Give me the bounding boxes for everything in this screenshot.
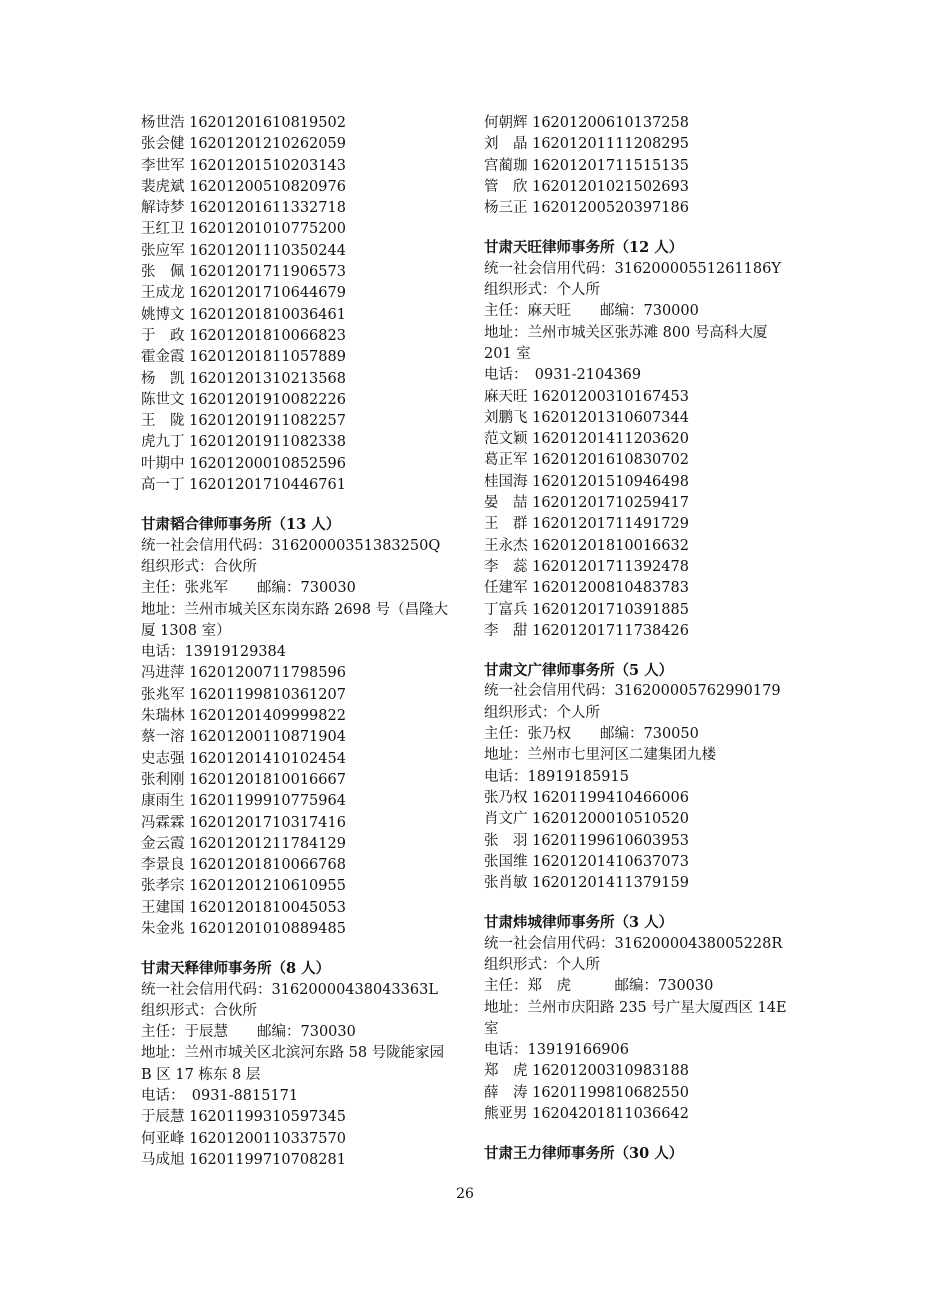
lawyer-entry: 杨 凯 16201201310213568 bbox=[141, 370, 346, 387]
lawyer-entry: 解诗梦 16201201611332718 bbox=[141, 200, 346, 217]
lawyer-entry: 冯进萍 16201200711798596 bbox=[141, 665, 346, 682]
lawyer-list bbox=[141, 1107, 456, 1171]
lawyer-entry: 薛 涛 16201199810682550 bbox=[484, 1084, 689, 1101]
lawyer-entry: 刘鹏飞 16201201310607344 bbox=[484, 409, 689, 426]
director-postcode: 主任：郑 虎 邮编：730030 bbox=[484, 978, 714, 995]
lawyer-entry: 杨世浩 16201201610819502 bbox=[141, 115, 346, 131]
lawyer-entry: 张会健 16201201210262059 bbox=[141, 136, 346, 153]
lawyer-entry: 熊亚男 16204201811036642 bbox=[484, 1106, 689, 1123]
lawyer-entry: 蔡一溶 16201200110871904 bbox=[141, 729, 346, 746]
address: 地址：兰州市七里河区二建集团九楼 bbox=[484, 747, 716, 764]
lawyer-entry: 康雨生 16201199910775964 bbox=[141, 793, 346, 810]
lawyer-entry: 王永杰 16201201810016632 bbox=[484, 537, 689, 554]
firm-title: 甘肃韬合律师事务所（13 人） bbox=[141, 516, 341, 534]
address: 地址：兰州市城关区东岗东路 2698 号（昌隆大厦 1308 室） bbox=[141, 601, 449, 639]
firm-title: 甘肃天释律师事务所（8 人） bbox=[141, 960, 331, 978]
firm-section-weicheng bbox=[484, 912, 794, 1125]
address: 地址：兰州市城关区张苏滩 800 号高科大厦 201 室 bbox=[484, 324, 768, 362]
lawyer-entry: 丁富兵 16201201710391885 bbox=[484, 601, 689, 618]
lawyer-entry: 王建国 16201201810045053 bbox=[141, 899, 346, 916]
lawyer-entry: 宫蔺珈 16201201711515135 bbox=[484, 157, 689, 174]
lawyer-entry: 陈世文 16201201910082226 bbox=[141, 391, 346, 408]
left-column bbox=[141, 113, 456, 1171]
firm-title: 甘肃文广律师事务所（5 人） bbox=[484, 662, 674, 680]
org-form: 组织形式：个人所 bbox=[484, 956, 600, 973]
lawyer-entry: 金云霞 16201201211784129 bbox=[141, 835, 346, 852]
lawyer-entry: 张乃权 16201199410466006 bbox=[484, 789, 689, 806]
continued-lawyer-list bbox=[141, 113, 456, 496]
credit-code: 统一社会信用代码：316200005762990179 bbox=[484, 683, 781, 700]
lawyer-entry: 范文颖 16201201411203620 bbox=[484, 431, 689, 448]
lawyer-list bbox=[141, 663, 456, 940]
address: 地址：兰州市庆阳路 235 号广星大厦西区 14E 室 bbox=[484, 999, 787, 1037]
lawyer-entry: 叶期中 16201200010852596 bbox=[141, 455, 346, 472]
phone: 电话：18919185915 bbox=[484, 768, 629, 785]
director-postcode: 主任：于辰慧 邮编：730030 bbox=[141, 1024, 356, 1041]
lawyer-entry: 张兆军 16201199810361207 bbox=[141, 686, 346, 703]
lawyer-entry: 李 蕊 16201201711392478 bbox=[484, 558, 689, 575]
phone: 电话：13919166906 bbox=[484, 1042, 629, 1059]
lawyer-list bbox=[484, 788, 794, 894]
lawyer-entry: 李 甜 16201201711738426 bbox=[484, 622, 689, 639]
lawyer-entry: 朱瑞林 16201201409999822 bbox=[141, 708, 346, 725]
phone: 电话： 0931-2104369 bbox=[484, 367, 642, 384]
lawyer-entry: 张 佩 16201201711906573 bbox=[141, 264, 346, 281]
director-postcode: 主任：麻天旺 邮编：730000 bbox=[484, 303, 699, 320]
lawyer-entry: 王 群 16201201711491729 bbox=[484, 516, 689, 533]
lawyer-entry: 冯霖霖 16201201710317416 bbox=[141, 814, 346, 831]
lawyer-list bbox=[484, 387, 794, 643]
lawyer-entry: 杨三正 16201200520397186 bbox=[484, 200, 689, 217]
lawyer-entry: 晏 喆 16201201710259417 bbox=[484, 495, 689, 512]
lawyer-entry: 葛正军 16201201610830702 bbox=[484, 452, 689, 469]
lawyer-entry: 王 陇 16201201911082257 bbox=[141, 413, 346, 430]
firm-title: 甘肃炜城律师事务所（3 人） bbox=[484, 914, 674, 932]
lawyer-entry: 朱金兆 16201201010889485 bbox=[141, 920, 346, 937]
org-form: 组织形式：合伙所 bbox=[141, 558, 257, 575]
lawyer-entry: 虎九丁 16201201911082338 bbox=[141, 434, 346, 451]
lawyer-entry: 何亚峰 16201200110337570 bbox=[141, 1130, 346, 1147]
lawyer-entry: 张肖敏 16201201411379159 bbox=[484, 875, 689, 892]
lawyer-entry: 张利刚 16201201810016667 bbox=[141, 771, 346, 788]
lawyer-entry: 李世军 16201201510203143 bbox=[141, 157, 346, 174]
lawyer-entry: 张国维 16201201410637073 bbox=[484, 853, 689, 870]
lawyer-entry: 裴虎斌 16201200510820976 bbox=[141, 178, 346, 195]
lawyer-entry: 何朝辉 16201200610137258 bbox=[484, 115, 689, 131]
page-number: 26 bbox=[456, 1186, 474, 1202]
lawyer-entry: 桂国海 16201201510946498 bbox=[484, 473, 689, 490]
firm-section-tianshi bbox=[141, 958, 456, 1171]
director-postcode: 主任：张兆军 邮编：730030 bbox=[141, 580, 356, 597]
credit-code: 统一社会信用代码：31620000351383250Q bbox=[141, 537, 441, 554]
lawyer-list bbox=[484, 1061, 794, 1125]
director-postcode: 主任：张乃权 邮编：730050 bbox=[484, 726, 699, 743]
continued-lawyer-list bbox=[484, 113, 794, 219]
firm-section-wenguang bbox=[484, 660, 794, 894]
lawyer-entry: 麻天旺 16201200310167453 bbox=[484, 388, 689, 405]
lawyer-entry: 王成龙 16201201710644679 bbox=[141, 285, 346, 302]
lawyer-entry: 姚博文 16201201810036461 bbox=[141, 306, 346, 323]
lawyer-entry: 高一丁 16201201710446761 bbox=[141, 477, 346, 494]
lawyer-entry: 任建军 16201200810483783 bbox=[484, 580, 689, 597]
org-form: 组织形式：个人所 bbox=[484, 282, 600, 299]
lawyer-entry: 张 羽 16201199610603953 bbox=[484, 832, 689, 849]
credit-code: 统一社会信用代码：31620000551261186Y bbox=[484, 260, 781, 277]
lawyer-entry: 张孝宗 16201201210610955 bbox=[141, 878, 346, 895]
org-form: 组织形式：个人所 bbox=[484, 704, 600, 721]
lawyer-entry: 于辰慧 16201199310597345 bbox=[141, 1109, 346, 1126]
lawyer-entry: 史志强 16201201410102454 bbox=[141, 750, 346, 767]
lawyer-entry: 于 政 16201201810066823 bbox=[141, 327, 346, 344]
firm-section-tianwang bbox=[484, 237, 794, 642]
address: 地址：兰州市城关区北滨河东路 58 号陇能家园 B 区 17 栋东 8 层 bbox=[141, 1045, 445, 1083]
lawyer-entry: 管 欣 16201201021502693 bbox=[484, 178, 689, 195]
lawyer-entry: 李景良 16201201810066768 bbox=[141, 857, 346, 874]
firm-title: 甘肃王力律师事务所（30 人） bbox=[484, 1145, 684, 1163]
lawyer-entry: 张应军 16201201110350244 bbox=[141, 242, 346, 259]
firm-section-wangli bbox=[484, 1143, 794, 1164]
lawyer-entry: 郑 虎 16201200310983188 bbox=[484, 1063, 689, 1080]
firm-title: 甘肃天旺律师事务所（12 人） bbox=[484, 239, 684, 257]
firm-section-taohe bbox=[141, 514, 456, 940]
lawyer-entry: 王红卫 16201201010775200 bbox=[141, 221, 346, 238]
credit-code: 统一社会信用代码：31620000438005228R bbox=[484, 935, 783, 952]
phone: 电话： 0931-8815171 bbox=[141, 1088, 299, 1105]
credit-code: 统一社会信用代码：31620000438043363L bbox=[141, 981, 438, 998]
phone: 电话：13919129384 bbox=[141, 644, 286, 661]
right-column bbox=[484, 113, 794, 1165]
org-form: 组织形式：合伙所 bbox=[141, 1002, 257, 1019]
lawyer-entry: 霍金霞 16201201811057889 bbox=[141, 349, 346, 366]
lawyer-entry: 肖文广 16201200010510520 bbox=[484, 811, 689, 828]
lawyer-entry: 马成旭 16201199710708281 bbox=[141, 1151, 346, 1168]
lawyer-entry: 刘 晶 16201201111208295 bbox=[484, 136, 689, 153]
